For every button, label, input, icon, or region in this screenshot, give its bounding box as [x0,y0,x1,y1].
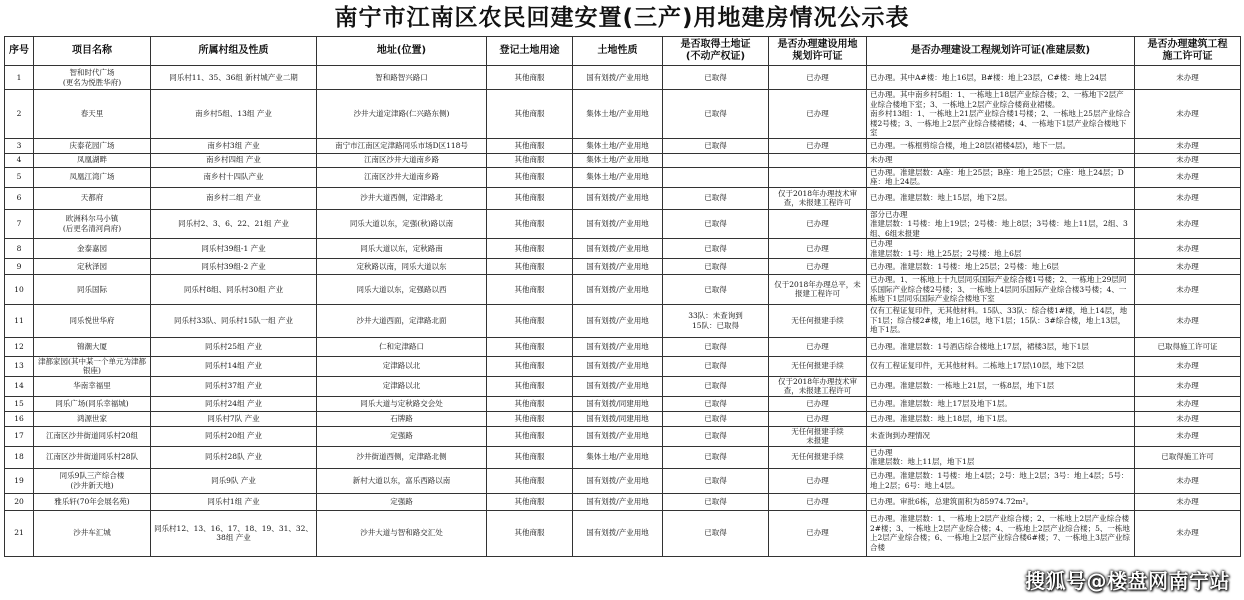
cell-construction-planning-permit: 已办理 准建层数：地上11层，地下1层 [867,446,1135,468]
cell-land-nature: 集体土地/产业用地 [573,90,663,139]
cell-construction-permit: 未办理 [1135,187,1241,209]
table-row [5,411,1241,426]
column-header-project-name: 项目名称 [34,37,151,66]
cell-project-name: 津都家园(其中某一个单元为津都银座) [34,356,151,376]
cell-land-certificate [663,153,769,167]
cell-project-name: 同乐9队三产综合楼 (沙井新天地) [34,468,151,493]
cell-serial-no: 13 [5,356,34,376]
cell-address: 江南区沙井大道南乡路 [317,167,487,187]
cell-construction-permit: 未办理 [1135,66,1241,90]
cell-address: 新村大道以东，富乐西路以南 [317,468,487,493]
cell-land-nature: 集体土地/产业用地 [573,446,663,468]
cell-project-name: 沙井车汇城 [34,510,151,556]
cell-construction-permit: 未办理 [1135,304,1241,337]
cell-construction-planning-permit: 已办理。一栋框剪综合楼，地上28层(裙楼4层)，地下一层。 [867,138,1135,153]
cell-serial-no: 21 [5,510,34,556]
cell-land-certificate: 已取得 [663,259,769,275]
table-row [5,66,1241,90]
cell-address: 仁和定津路口 [317,337,487,356]
cell-land-use: 其他商服 [487,337,573,356]
cell-land-certificate: 已取得 [663,356,769,376]
cell-land-certificate: 已取得 [663,468,769,493]
cell-village-group: 同乐村14组 产业 [151,356,317,376]
cell-land-nature: 国有划拨/同建用地 [573,396,663,411]
cell-serial-no: 19 [5,468,34,493]
cell-land-use: 其他商服 [487,304,573,337]
cell-construction-planning-permit: 未办理 [867,153,1135,167]
cell-construction-permit: 未办理 [1135,167,1241,187]
cell-construction-permit: 未办理 [1135,356,1241,376]
cell-village-group: 南乡村二组 产业 [151,187,317,209]
cell-construction-permit: 未办理 [1135,468,1241,493]
cell-project-name: 天都府 [34,187,151,209]
cell-address: 同乐大道以东，定强(秋)路以南 [317,209,487,239]
cell-village-group: 同乐村33队、同乐村15队一组 产业 [151,304,317,337]
cell-serial-no: 4 [5,153,34,167]
cell-address: 定秋路以南，同乐大道以东 [317,259,487,275]
cell-land-certificate: 已取得 [663,90,769,139]
cell-construction-permit: 未办理 [1135,510,1241,556]
cell-land-nature: 国有划拨/同建用地 [573,411,663,426]
cell-land-use: 其他商服 [487,411,573,426]
cell-land-use: 其他商服 [487,356,573,376]
cell-construction-permit: 未办理 [1135,259,1241,275]
cell-project-name: 江南区沙井街道同乐村20组 [34,426,151,446]
cell-construction-planning-permit: 已办理。审批6栋，总建筑面积为85974.72m²。 [867,493,1135,510]
cell-construction-permit: 未办理 [1135,396,1241,411]
cell-serial-no: 16 [5,411,34,426]
cell-construction-planning-permit: 仅有工程证复印件，无其他材料。二栋地上17层\10层，地下2层 [867,356,1135,376]
cell-land-nature: 国有划拨/产业用地 [573,259,663,275]
cell-land-certificate: 已取得 [663,239,769,259]
table-row [5,468,1241,493]
table-row [5,337,1241,356]
cell-land-planning-permit: 仅于2018年办理技术审查，未报建工程许可 [769,187,867,209]
cell-village-group: 同乐村28队 产业 [151,446,317,468]
cell-construction-planning-permit: 已办理。其中A#楼：地上16层，B#楼：地上23层，C#楼：地上24层 [867,66,1135,90]
cell-address: 定津路以北 [317,356,487,376]
cell-village-group: 同乐村12、13、16、17、18、19、31、32、38组 产业 [151,510,317,556]
column-header-address: 地址(位置) [317,37,487,66]
cell-project-name: 雅乐轩(70年会展名苑) [34,493,151,510]
cell-village-group: 同乐村2、3、6、22、21组 产业 [151,209,317,239]
cell-construction-permit: 未办理 [1135,153,1241,167]
cell-land-certificate: 已取得 [663,187,769,209]
cell-village-group: 同乐村8组、同乐村30组 产业 [151,275,317,305]
cell-land-planning-permit: 无任何报建手续 [769,356,867,376]
cell-land-use: 其他商服 [487,446,573,468]
cell-land-use: 其他商服 [487,209,573,239]
cell-village-group: 同乐村39组-2 产业 [151,259,317,275]
cell-land-nature: 国有划拨/产业用地 [573,275,663,305]
cell-land-planning-permit: 无任何报建手续 [769,446,867,468]
table-header-row [5,37,1241,66]
cell-village-group: 同乐村1组 产业 [151,493,317,510]
cell-serial-no: 1 [5,66,34,90]
project-table [4,36,1241,557]
cell-address: 同乐大道以东，定强路以西 [317,275,487,305]
cell-land-nature: 国有划拨/产业用地 [573,426,663,446]
cell-land-nature: 国有划拨/产业用地 [573,468,663,493]
cell-village-group: 同乐村25组 产业 [151,337,317,356]
cell-land-planning-permit: 已办理 [769,396,867,411]
cell-land-nature: 集体土地/产业用地 [573,138,663,153]
cell-land-nature: 国有划拨/产业用地 [573,356,663,376]
cell-address: 同乐大道与定秋路交会处 [317,396,487,411]
cell-land-certificate: 已取得 [663,396,769,411]
column-header-land-certificate: 是否取得土地证 (不动产权证) [663,37,769,66]
cell-land-certificate: 已取得 [663,426,769,446]
cell-land-certificate: 已取得 [663,376,769,396]
cell-land-nature: 国有划拨/产业用地 [573,239,663,259]
table-row [5,275,1241,305]
table-row [5,493,1241,510]
cell-land-planning-permit: 已办理 [769,493,867,510]
cell-construction-planning-permit: 已办理。准建层数：1号酒店综合楼地上17层，裙楼3层，地下1层 [867,337,1135,356]
table-row [5,239,1241,259]
cell-land-planning-permit: 已办理 [769,66,867,90]
cell-land-planning-permit [769,167,867,187]
cell-project-name: 江南区沙井街道同乐村28队 [34,446,151,468]
table-row [5,426,1241,446]
cell-project-name: 智和时代广场 (更名为悦胜华府) [34,66,151,90]
cell-construction-planning-permit: 已办理。准建层数：1号楼：地上25层；2号楼：地上6层 [867,259,1135,275]
cell-construction-permit: 已取得施工许可证 [1135,337,1241,356]
cell-land-certificate: 已取得 [663,510,769,556]
cell-project-name: 同乐广场(同乐幸福城) [34,396,151,411]
cell-land-use: 其他商服 [487,239,573,259]
cell-land-certificate: 已取得 [663,138,769,153]
cell-construction-permit: 未办理 [1135,138,1241,153]
cell-serial-no: 6 [5,187,34,209]
cell-serial-no: 8 [5,239,34,259]
cell-construction-planning-permit: 已办理 准建层数：1号：地上25层；2号楼：地上6层 [867,239,1135,259]
cell-land-planning-permit: 仅于2018年办理总平，未报建工程许可 [769,275,867,305]
cell-serial-no: 9 [5,259,34,275]
cell-address: 沙井大道定津路(仁兴路东侧) [317,90,487,139]
cell-land-certificate: 已取得 [663,66,769,90]
cell-land-nature: 国有划拨/产业用地 [573,493,663,510]
cell-land-nature: 国有划拨/产业用地 [573,304,663,337]
table-row [5,510,1241,556]
cell-construction-planning-permit: 已办理。1、一栋地上十九层同乐国际产业综合楼1号楼；2、一栋地上29层同乐国际产业综合楼2号楼；3、一栋地上4层同乐国际产业综合楼3号楼；4、一栋地下1层同乐国际产业综合楼地下室 [867,275,1135,305]
table-row [5,138,1241,153]
cell-serial-no: 7 [5,209,34,239]
cell-land-planning-permit: 已办理 [769,138,867,153]
cell-village-group: 南乡村5组、13组 产业 [151,90,317,139]
cell-construction-planning-permit: 部分已办理 准建层数：1号楼：地上19层；2号楼：地上8层；3号楼：地上11层，2组、3组、6组未报建 [867,209,1135,239]
cell-village-group: 同乐村37组 产业 [151,376,317,396]
cell-land-use: 其他商服 [487,138,573,153]
cell-serial-no: 20 [5,493,34,510]
cell-land-planning-permit: 已办理 [769,239,867,259]
cell-land-planning-permit: 已办理 [769,259,867,275]
cell-construction-permit: 已取得施工许可 [1135,446,1241,468]
cell-village-group: 同乐村24组 产业 [151,396,317,411]
cell-land-use: 其他商服 [487,66,573,90]
cell-construction-permit: 未办理 [1135,209,1241,239]
cell-land-certificate: 已取得 [663,446,769,468]
cell-land-use: 其他商服 [487,493,573,510]
column-header-construction-permit: 是否办理建筑工程 施工许可证 [1135,37,1241,66]
cell-serial-no: 12 [5,337,34,356]
table-row [5,376,1241,396]
table-row [5,167,1241,187]
cell-project-name: 春天里 [34,90,151,139]
cell-project-name: 凤凰湖畔 [34,153,151,167]
column-header-land-planning-permit: 是否办理建设用地 规划许可证 [769,37,867,66]
cell-land-planning-permit: 无任何报建手续 未报建 [769,426,867,446]
cell-serial-no: 15 [5,396,34,411]
cell-project-name: 定秋泽园 [34,259,151,275]
cell-project-name: 同乐悦世华府 [34,304,151,337]
cell-project-name: 凤凰江湾广场 [34,167,151,187]
cell-project-name: 锦潮大厦 [34,337,151,356]
column-header-land-use: 登记土地用途 [487,37,573,66]
cell-land-use: 其他商服 [487,259,573,275]
column-header-construction-planning-permit: 是否办理建设工程规划许可证(准建层数) [867,37,1135,66]
cell-construction-permit: 未办理 [1135,493,1241,510]
table-body [5,66,1241,557]
cell-construction-permit: 未办理 [1135,376,1241,396]
cell-construction-planning-permit: 未查询到办理情况 [867,426,1135,446]
cell-construction-planning-permit: 已办理。准建层数：1、一栋地上2层产业综合楼；2、一栋地上2层产业综合楼2#楼；3、一栋地上2层产业综合楼；4、一栋地上2层产业综合楼；5、一栋地上2层产业综合楼；6、一栋地上2层产业综合楼6#楼；7、一栋地上3层产业综合楼 [867,510,1135,556]
table-row [5,446,1241,468]
cell-land-planning-permit: 已办理 [769,411,867,426]
cell-address: 智和路智兴路口 [317,66,487,90]
cell-land-planning-permit: 已办理 [769,209,867,239]
cell-address: 定强路 [317,426,487,446]
page-title: 南宁市江南区农民回建安置(三产)用地建房情况公示表 [334,5,910,31]
cell-land-certificate: 33队：未查询到 15队：已取得 [663,304,769,337]
cell-village-group: 南乡村3组 产业 [151,138,317,153]
table-row [5,304,1241,337]
cell-construction-planning-permit: 已办理。准建层数：地上15层，地下2层。 [867,187,1135,209]
cell-address: 沙井大道西侧，定津路北 [317,187,487,209]
cell-land-use: 其他商服 [487,153,573,167]
cell-construction-permit: 未办理 [1135,275,1241,305]
cell-land-nature: 国有划拨/产业用地 [573,376,663,396]
cell-construction-planning-permit: 仅有工程证复印件，无其他材料。15队、33队：综合楼1#楼，地上14层，地下1层；综合楼2#楼，地上16层，地下1层；15队：3#综合楼，地上13层，地下1层。 [867,304,1135,337]
table-row [5,187,1241,209]
cell-construction-planning-permit: 已办理。准建层数：A座：地上25层；B座：地上25层；C座：地上24层；D座：地上24层。 [867,167,1135,187]
cell-address: 南宁市江南区定津路同乐市场D区118号 [317,138,487,153]
cell-village-group: 同乐村39组-1 产业 [151,239,317,259]
cell-land-nature: 国有划拨/产业用地 [573,187,663,209]
cell-land-nature: 集体土地/产业用地 [573,167,663,187]
cell-village-group: 同乐村20组 产业 [151,426,317,446]
cell-land-use: 其他商服 [487,396,573,411]
cell-construction-permit: 未办理 [1135,239,1241,259]
cell-serial-no: 5 [5,167,34,187]
cell-land-certificate: 已取得 [663,411,769,426]
cell-village-group: 南乡村十四队产业 [151,167,317,187]
cell-land-use: 其他商服 [487,376,573,396]
cell-construction-planning-permit: 已办理。准建层数：地上17层及地下1层。 [867,396,1135,411]
cell-land-certificate: 已取得 [663,275,769,305]
cell-land-nature: 国有划拨/产业用地 [573,337,663,356]
cell-address: 定津路以北 [317,376,487,396]
cell-land-nature: 集体土地/产业用地 [573,153,663,167]
column-header-land-nature: 土地性质 [573,37,663,66]
cell-construction-permit: 未办理 [1135,90,1241,139]
column-header-village-group: 所属村组及性质 [151,37,317,66]
cell-project-name: 庆泰花园广场 [34,138,151,153]
table-row [5,153,1241,167]
cell-serial-no: 17 [5,426,34,446]
cell-construction-planning-permit: 已办理。准建层数：1号楼：地上4层；2号：地上2层；3号：地上4层；5号：地上2层；6号：地上4层。 [867,468,1135,493]
cell-land-planning-permit [769,153,867,167]
column-header-serial-no: 序号 [5,37,34,66]
cell-serial-no: 10 [5,275,34,305]
cell-land-use: 其他商服 [487,187,573,209]
cell-land-nature: 国有划拨/产业用地 [573,510,663,556]
cell-land-planning-permit: 已办理 [769,90,867,139]
cell-address: 石牌路 [317,411,487,426]
cell-serial-no: 11 [5,304,34,337]
cell-land-use: 其他商服 [487,167,573,187]
cell-village-group: 同乐9队 产业 [151,468,317,493]
cell-land-planning-permit: 已办理 [769,510,867,556]
cell-land-certificate: 已取得 [663,493,769,510]
table-row [5,209,1241,239]
cell-project-name: 欧洲科尔马小镇 (后更名清河尚府) [34,209,151,239]
cell-construction-planning-permit: 已办理。准建层数：一栋地上21层，一栋8层，地下1层 [867,376,1135,396]
cell-address: 同乐大道以东，定秋路南 [317,239,487,259]
cell-village-group: 同乐村7队 产业 [151,411,317,426]
cell-village-group: 南乡村四组 产业 [151,153,317,167]
cell-project-name: 鸿源世家 [34,411,151,426]
watermark: 搜狐号@楼盘网南宁站 [1025,569,1230,593]
cell-land-use: 其他商服 [487,510,573,556]
table-row [5,90,1241,139]
cell-construction-planning-permit: 已办理。准建层数：地上18层，地下1层。 [867,411,1135,426]
cell-serial-no: 18 [5,446,34,468]
table-row [5,356,1241,376]
cell-land-planning-permit: 仅于2018年办理技术审查，未报建工程许可 [769,376,867,396]
cell-land-use: 其他商服 [487,468,573,493]
cell-land-certificate: 已取得 [663,209,769,239]
cell-serial-no: 3 [5,138,34,153]
cell-village-group: 同乐村11、35、36组 新村城产业二期 [151,66,317,90]
cell-address: 定强路 [317,493,487,510]
cell-address: 沙井街道西侧，定津路北侧 [317,446,487,468]
cell-land-certificate: 已取得 [663,337,769,356]
cell-address: 沙井大道与智和路交汇处 [317,510,487,556]
cell-land-certificate [663,167,769,187]
cell-land-nature: 国有划拨/产业用地 [573,209,663,239]
cell-serial-no: 14 [5,376,34,396]
table-row [5,259,1241,275]
cell-land-use: 其他商服 [487,90,573,139]
cell-construction-permit: 未办理 [1135,426,1241,446]
table-row [5,396,1241,411]
cell-project-name: 同乐国际 [34,275,151,305]
cell-land-nature: 国有划拨/产业用地 [573,66,663,90]
cell-serial-no: 2 [5,90,34,139]
cell-land-use: 其他商服 [487,426,573,446]
cell-project-name: 金泰嘉园 [34,239,151,259]
cell-address: 沙井大道西面，定津路北面 [317,304,487,337]
cell-land-planning-permit: 无任何报建手续 [769,304,867,337]
cell-construction-permit: 未办理 [1135,411,1241,426]
cell-construction-planning-permit: 已办理。其中南乡村5组：1、一栋地上18层产业综合楼；2、一栋地下2层产业综合楼地下室；3、一栋地上2层产业综合楼商业裙楼。 南乡村13组：1、一栋地上21层产业综合楼1号楼；2、一栋地上25层产业综合楼2号楼；3、一栋地上2层产业综合楼裙楼；4、一栋地下1层产业综合楼地下室 [867,90,1135,139]
cell-address: 江南区沙井大道南乡路 [317,153,487,167]
cell-land-use: 其他商服 [487,275,573,305]
cell-land-planning-permit: 已办理 [769,468,867,493]
cell-land-planning-permit: 已办理 [769,337,867,356]
cell-project-name: 华南幸福里 [34,376,151,396]
